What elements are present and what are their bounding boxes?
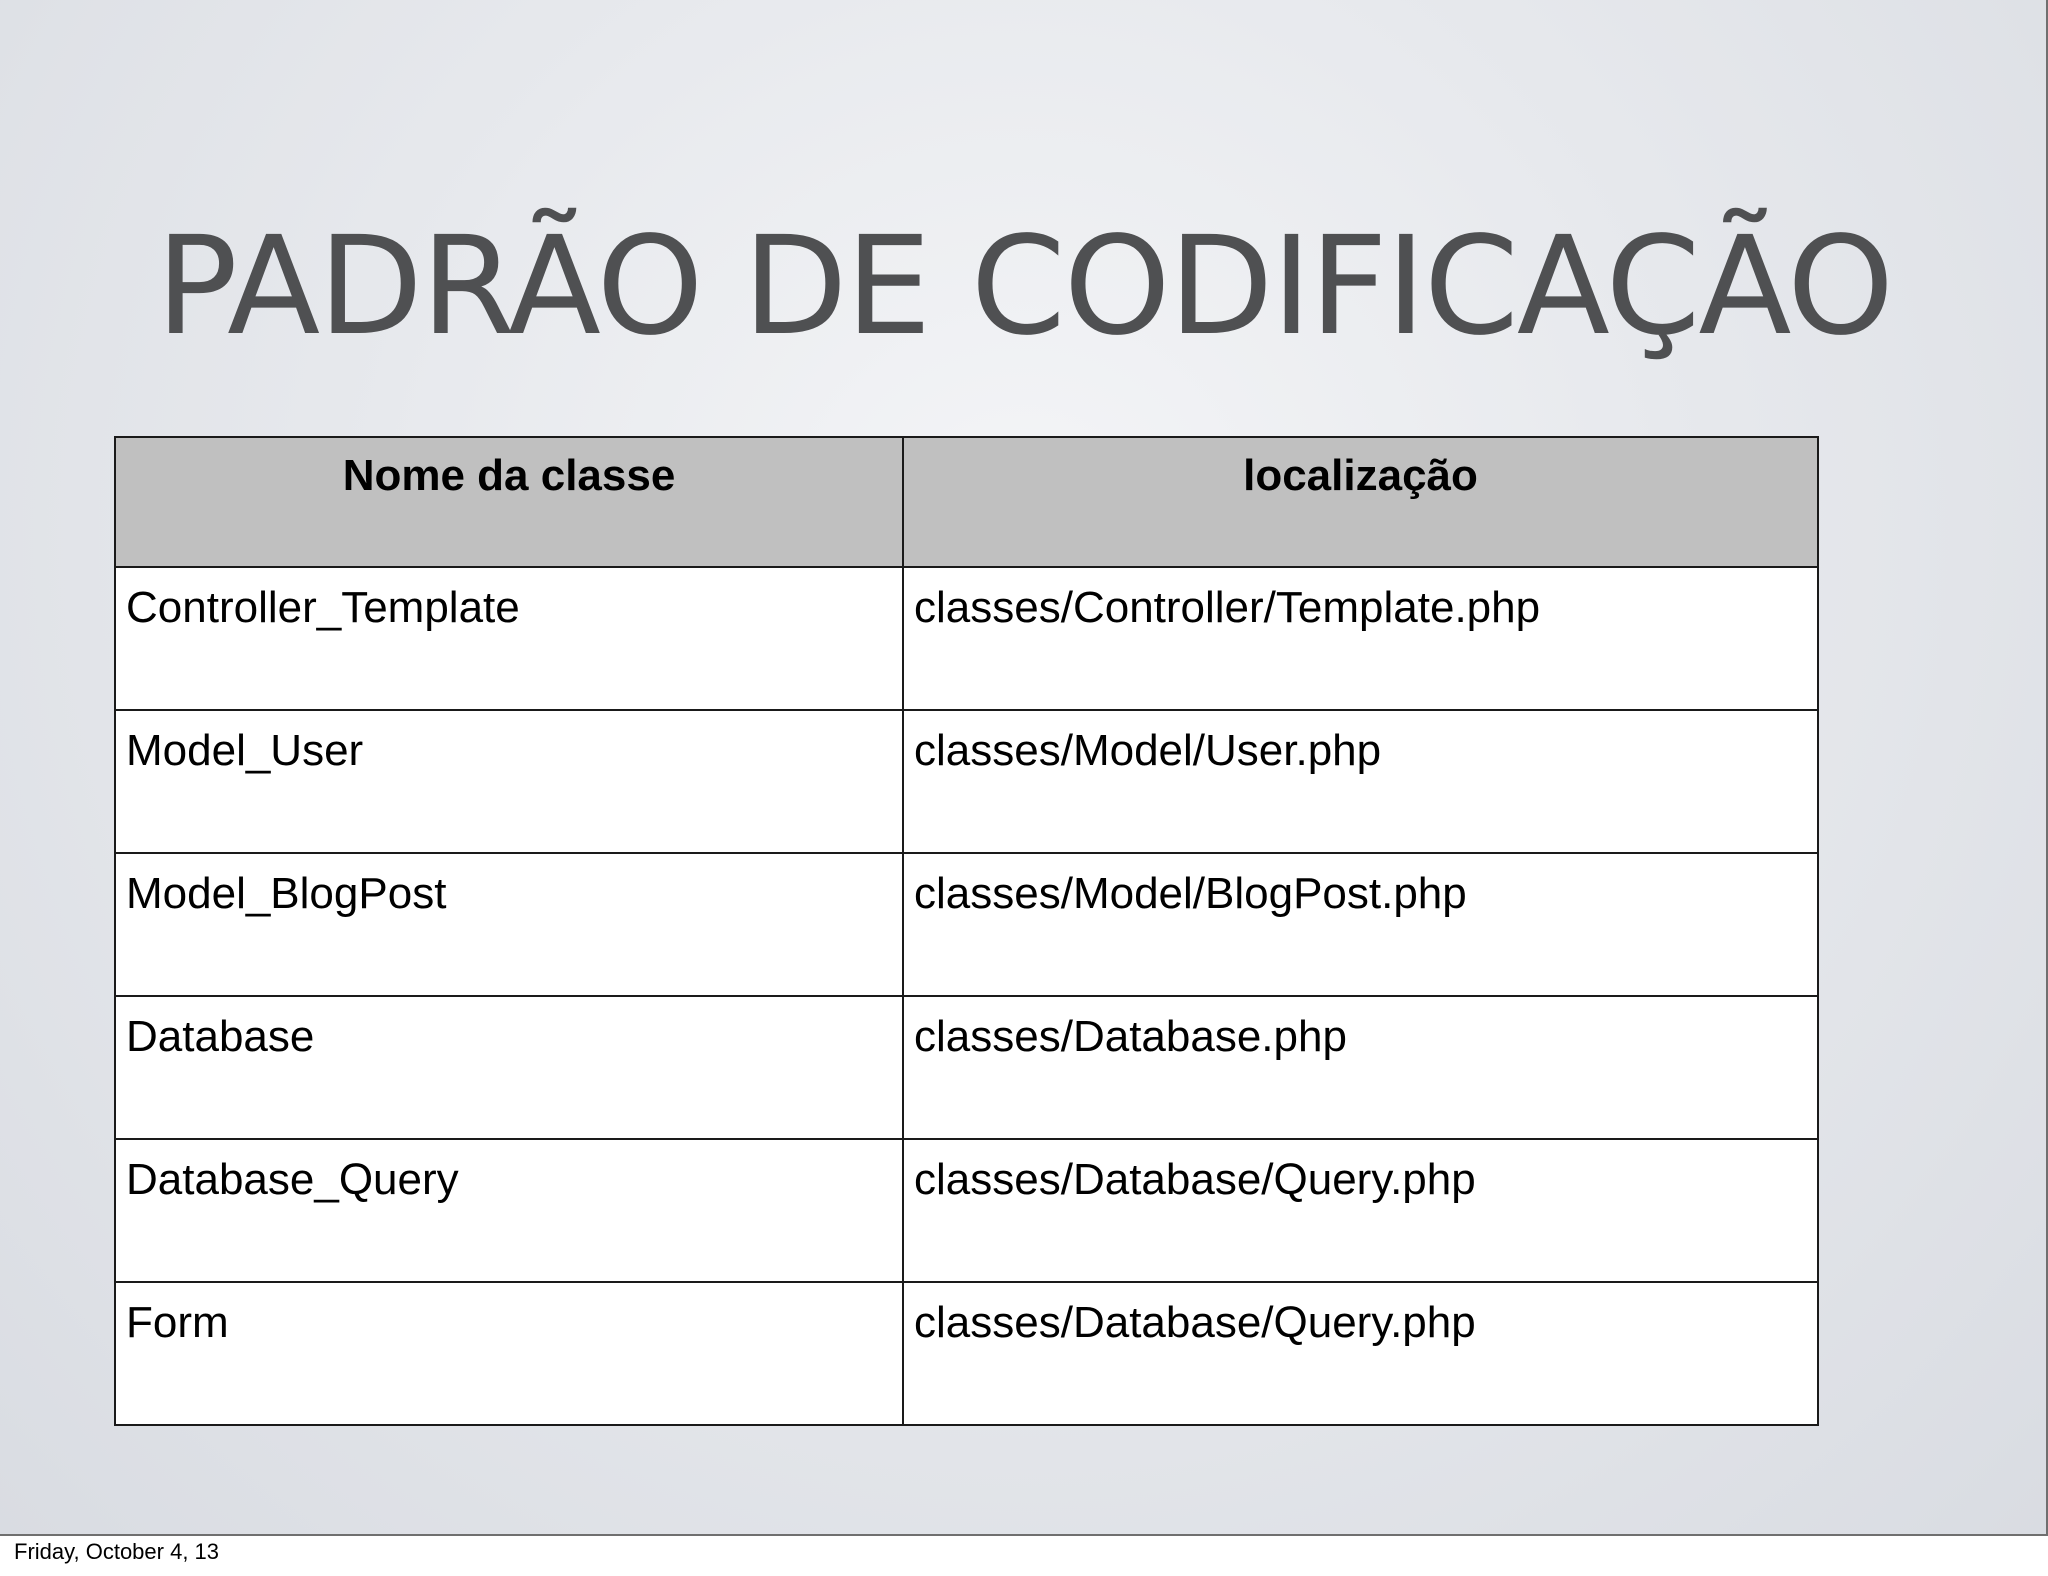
class-name-cell: Model_BlogPost xyxy=(115,853,903,996)
class-name-cell: Controller_Template xyxy=(115,567,903,710)
location-cell: classes/Database/Query.php xyxy=(903,1139,1818,1282)
class-name-cell: Database_Query xyxy=(115,1139,903,1282)
column-header-class-name: Nome da classe xyxy=(115,437,903,567)
table-row xyxy=(115,710,1818,853)
location-cell: classes/Database/Query.php xyxy=(903,1282,1818,1425)
table-header-row xyxy=(115,437,1818,567)
slide-title: PADRÃO DE CODIFICAÇÃO xyxy=(155,208,1893,367)
table-row xyxy=(115,1282,1818,1425)
class-name-cell: Database xyxy=(115,996,903,1139)
table-row xyxy=(115,567,1818,710)
location-cell: classes/Database.php xyxy=(903,996,1818,1139)
class-location-table xyxy=(114,436,1819,1426)
table-row xyxy=(115,853,1818,996)
column-header-location: localização xyxy=(903,437,1818,567)
location-cell: classes/Model/BlogPost.php xyxy=(903,853,1818,996)
class-name-cell: Model_User xyxy=(115,710,903,853)
class-name-cell: Form xyxy=(115,1282,903,1425)
footer-date: Friday, October 4, 13 xyxy=(14,1539,220,1564)
table-row xyxy=(115,1139,1818,1282)
location-cell: classes/Model/User.php xyxy=(903,710,1818,853)
table-row xyxy=(115,996,1818,1139)
location-cell: classes/Controller/Template.php xyxy=(903,567,1818,710)
